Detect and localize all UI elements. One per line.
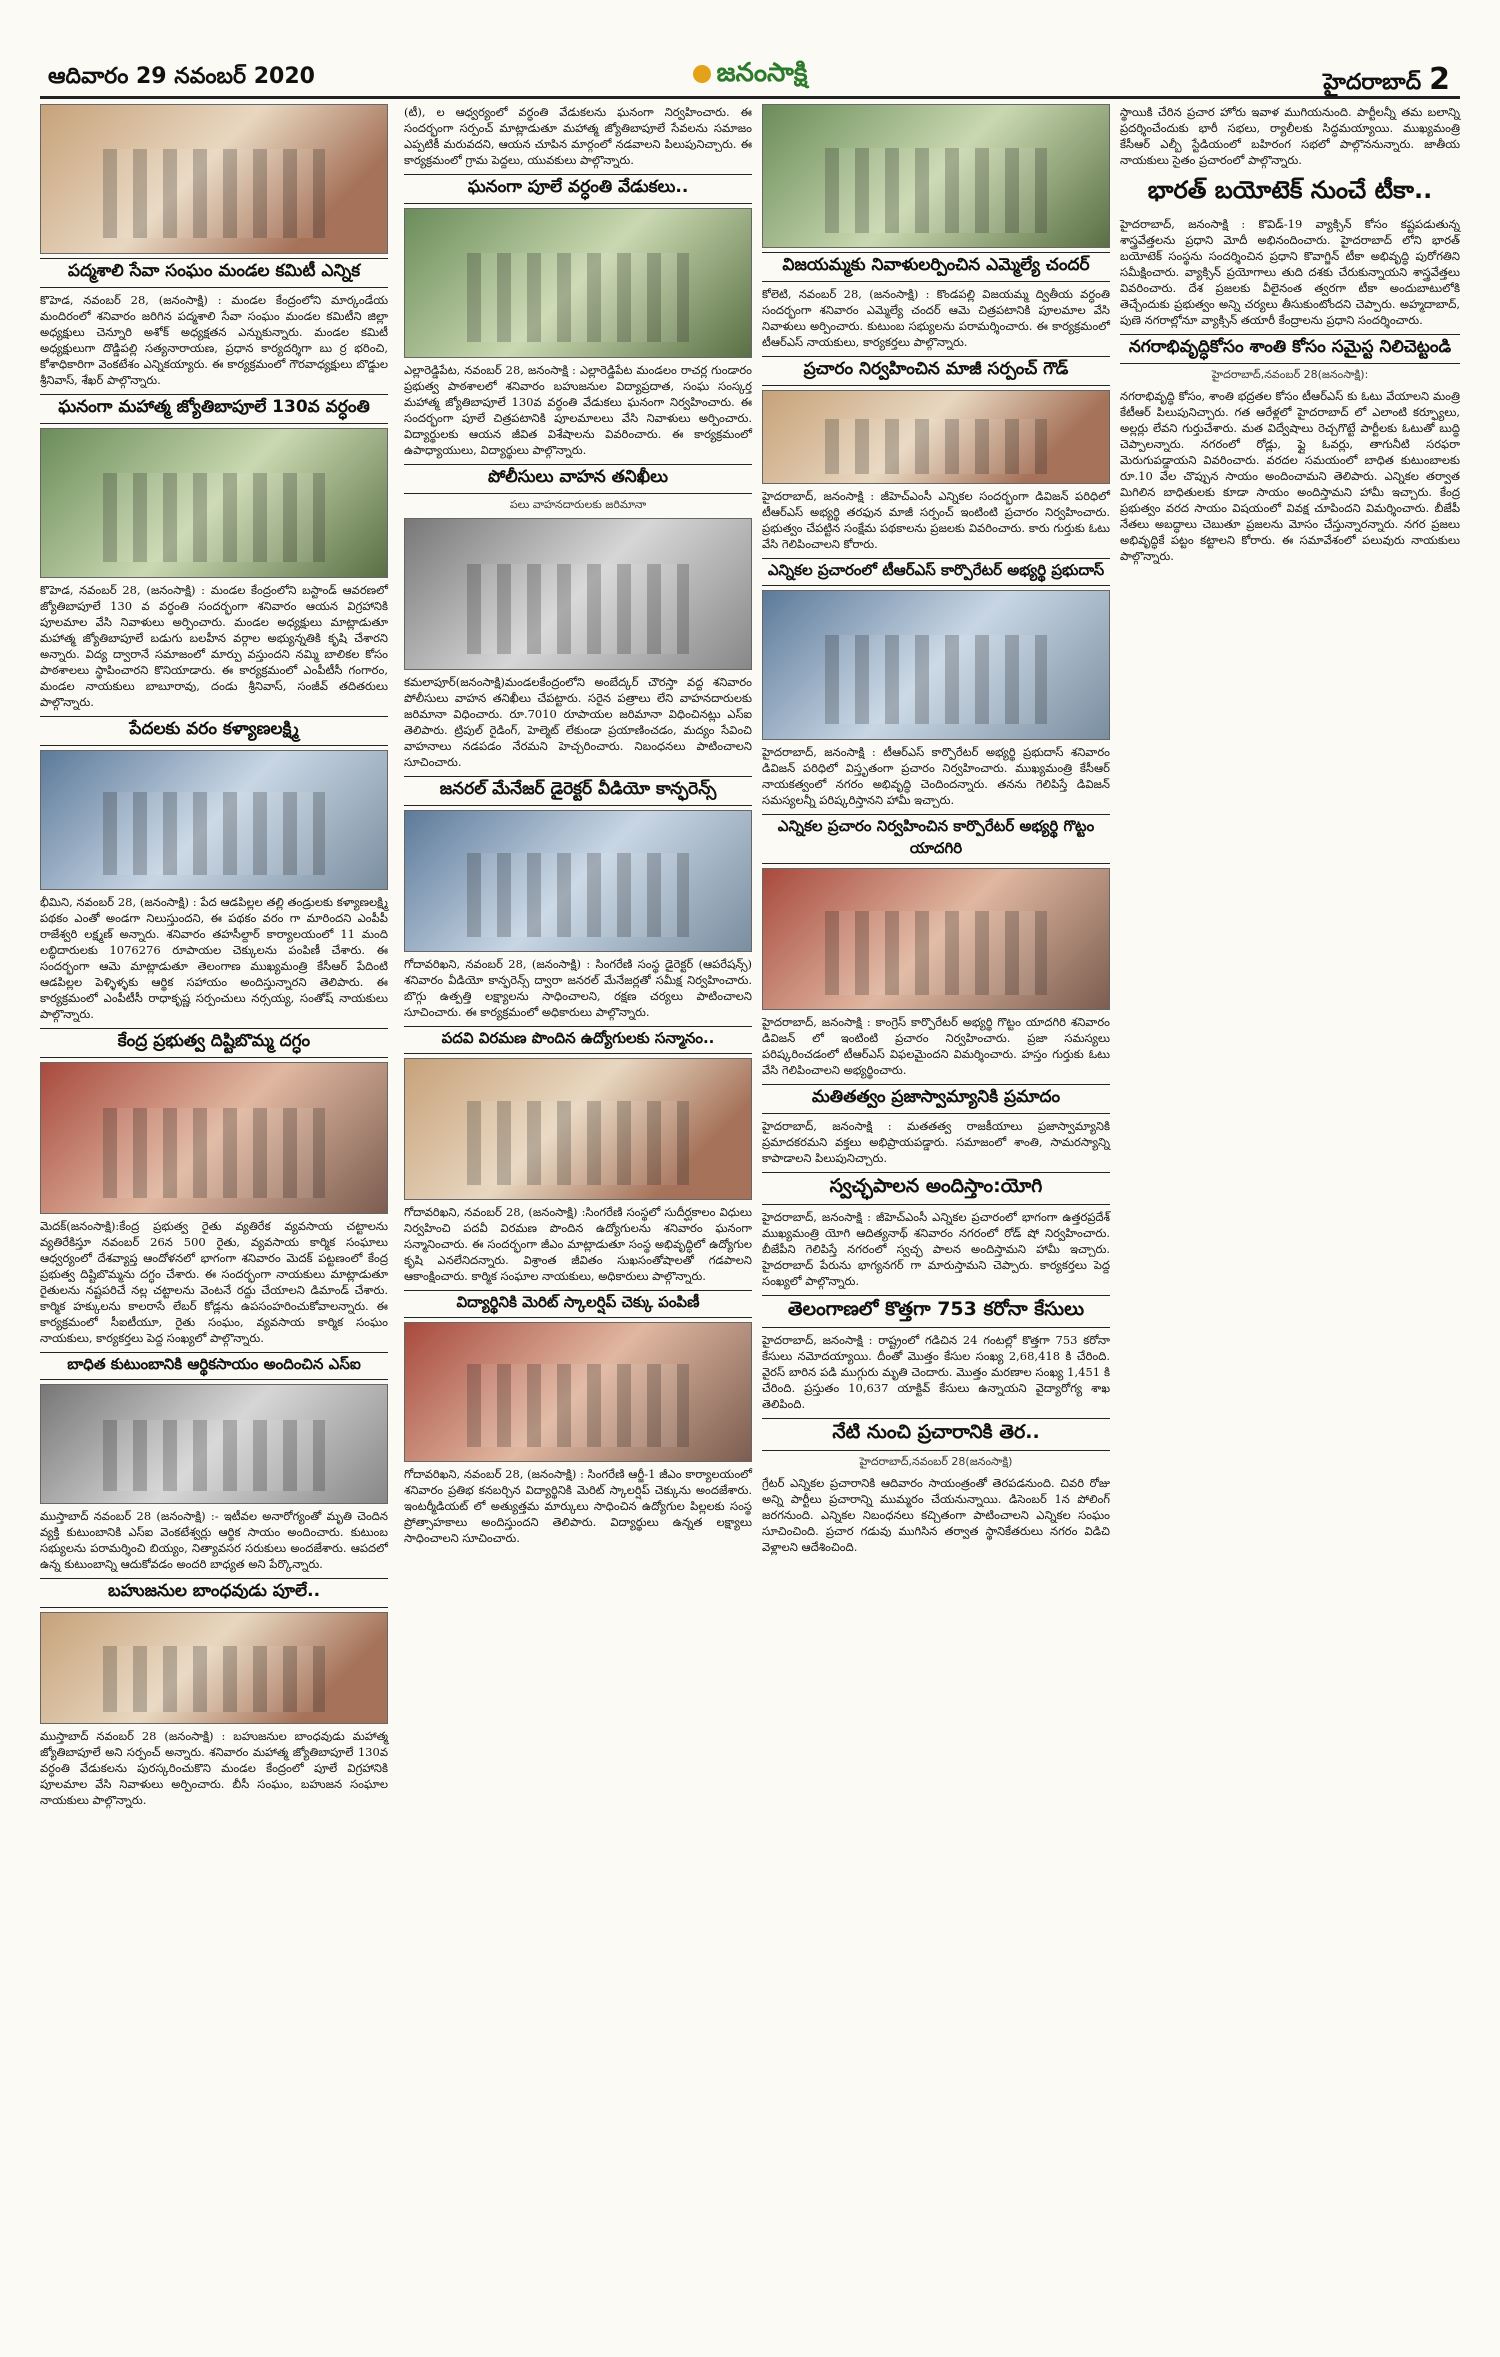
article-body: హైదరాబాద్, జనంసాక్షి : జీహెచ్ఎంసీ ఎన్నికల ప్రచారంలో భాగంగా ఉత్తరప్రదేశ్ ముఖ్యమంత్రి యోగి ఆదిత్యనాథ్ శనివారం నగరంలో రోడ్ షో నిర్వహించారు. బీజేపీని గెలిపిస్తే నగరంలో స్వచ్ఛ పాలన అందిస్తామని హామీ ఇచ్చారు. హైదరాబాద్ పేరును భాగ్యనగర్ గా మారుస్తామని చెప్పారు. కార్యకర్తలు పెద్ద సంఖ్యలో పాల్గొన్నారు. [762,1210,1110,1288]
article-body: గోదావరిఖని, నవంబర్ 28, (జనంసాక్షి) : సింగరేణి ఆర్జీ-1 జీఎం కార్యాలయంలో శనివారం ప్రతిభ కనబర్చిన విద్యార్థినికి మెరిట్ స్కాలర్షిప్ చెక్కును అందజేశారు. ఇంటర్మీడియట్ లో అత్యుత్తమ మార్కులు సాధించిన ఉద్యోగుల పిల్లలకు సంస్థ ప్రోత్సాహకాలు అందిస్తుందని తెలిపారు. విద్యార్థులు ఉన్నత లక్ష్యాలు సాధించాలని సూచించారు. [404,1467,752,1545]
article-body: ముస్తాబాద్ నవంబర్ 28 (జనంసాక్షి) : బహుజనుల బాంధవుడు మహాత్మ జ్యోతిబాపూలే అని సర్పంచ్ అన్నారు. శనివారం మహాత్మ జ్యోతిబాపూలే 130వ వర్ధంతి వేడుకలను పురస్కరించుకొని మండల కేంద్రంలో పూలే విగ్రహానికి పూలమాల వేసి నివాళులు అర్పించారు. బీసీ సంఘం, బహుజన సంఘాల నాయకులు పాల్గొన్నారు. [40,1729,388,1807]
headline: పోలీసులు వాహన తనిఖీలు [404,464,752,494]
article-body: హైదరాబాద్, జనంసాక్షి : టీఆర్ఎస్ కార్పొరేటర్ అభ్యర్థి ప్రభుదాస్ శనివారం డివిజన్ పరిధిలో విస్తృతంగా ప్రచారం నిర్వహించారు. ముఖ్యమంత్రి కేసీఆర్ నాయకత్వంలో నగరం అభివృద్ధి చెందిందన్నారు. తనను గెలిపిస్తే డివిజన్ సమస్యలన్నీ పరిష్కరిస్తానని హామీ ఇచ్చారు. [762,745,1110,807]
headline: ప్రచారం నిర్వహించిన మాజీ సర్పంచ్ గౌడ్ [762,356,1110,386]
news-photo [404,810,752,952]
news-photo [762,104,1110,248]
news-photo [40,1062,388,1214]
news-photo [40,750,388,890]
headline: విజయమ్మకు నివాళులర్పించిన ఎమ్మెల్యే చందర్ [762,252,1110,282]
headline: పద్మశాలి సేవా సంఘం మండల కమిటీ ఎన్నిక [40,258,388,288]
column-2 [404,104,752,1552]
article-body: కోలెటి, నవంబర్ 28, (జనంసాక్షి) : కొండపల్లి విజయమ్మ ద్వితీయ వర్ధంతి సందర్భంగా శనివారం ఎమ్మెల్యే చందర్ ఆమె చిత్రపటానికి పూలమాల వేసి నివాళులు అర్పించారు. కుటుంబ సభ్యులను పరామర్శించారు. ఈ కార్యక్రమంలో టీఆర్ఎస్ నాయకులు, కార్యకర్తలు పాల్గొన్నారు. [762,287,1110,349]
headline: నగరాభివృద్ధికోసం శాంతి కోసం సమైస్ట నిలిచెట్టండి [1120,334,1460,364]
article-body: కొహెడ, నవంబర్ 28, (జనంసాక్షి) : మండల కేంద్రంలోని బస్టాండ్ ఆవరణలో జ్యోతిబాపూలే 130 వ వర్ధంతి సందర్భంగా శనివారం ఆయన విగ్రహానికి పూలమాల వేసి నివాళులు అర్పించారు. మండల అధ్యక్షులు మాట్లాడుతూ మహాత్మ జ్యోతిబాపూలే బడుగు బలహీన వర్గాల అభ్యున్నతికి కృషి చేశారని అన్నారు. విద్య ద్వారానే సమాజంలో మార్పు వస్తుందని నమ్మి బాలికల కోసం పాఠశాలలు స్థాపించారని కొనియాడారు. ఈ కార్యక్రమంలో ఎంపీటీసీ గంగారం, మండల నాయకులు బాబూరావు, దండు శ్రీనివాస్, సంజీవ్ తదితరులు పాల్గొన్నారు. [40,583,388,709]
masthead [40,58,1460,99]
headline: జనరల్ మేనేజర్ డైరెక్టర్ వీడియో కాన్ఫరెన్స్ [404,776,752,806]
headline: ఎన్నికల ప్రచారం నిర్వహించిన కార్పొరేటర్ అభ్యర్థి గొట్టం యాదగిరి [762,814,1110,864]
logo-icon [693,65,711,83]
news-photo [404,518,752,670]
news-photo [404,208,752,358]
column-1 [40,104,388,1814]
dateline: హైదరాబాద్,నవంబర్ 28(జనంసాక్షి) [859,1455,1013,1468]
article-body: స్థాయికి చేరిన ప్రచార హోరు ఇవాళ ముగియనుంది. పార్టీలన్నీ తమ బలాన్ని ప్రదర్శించేందుకు భారీ సభలు, ర్యాలీలకు సిద్ధమయ్యాయి. ముఖ్యమంత్రి కేసీఆర్ ఎల్బీ స్టేడియంలో బహిరంగ సభలో పాల్గొననున్నారు. జాతీయ నాయకులు సైతం ప్రచారంలో పాల్గొన్నారు. [1120,105,1460,167]
article-body: హైదరాబాద్, జనంసాక్షి : రాష్ట్రంలో గడిచిన 24 గంటల్లో కొత్తగా 753 కరోనా కేసులు నమోదయ్యాయి. దీంతో మొత్తం కేసుల సంఖ్య 2,68,418 కి చేరింది. వైరస్ బారిన పడి ముగ్గురు మృతి చెందారు. మొత్తం మరణాల సంఖ్య 1,451 కి చేరింది. ప్రస్తుతం 10,637 యాక్టివ్ కేసులు ఉన్నాయని వైద్యారోగ్య శాఖ తెలిపింది. [762,1333,1110,1411]
headline: ఘనంగా మహాత్మ జ్యోతిబాపూలే 130వ వర్ధంతి [40,394,388,424]
news-photo [40,1384,388,1504]
article-body: కమలాపూర్(జనంసాక్షి)మండలకేంద్రంలోని అంబేద్కర్ చౌరస్తా వద్ద శనివారం పోలీసులు వాహన తనిఖీలు చేపట్టారు. సరైన పత్రాలు లేని వాహనదారులకు జరిమానా విధించారు. రూ.7010 రూపాయల జరిమానా విధించినట్లు ఎస్ఐ తెలిపారు. ట్రిపుల్ రైడింగ్, హెల్మెట్ లేకుండా ప్రయాణించడం, మద్యం సేవించి వాహనాలు నడపడం నేరమని హెచ్చరించారు. నిబంధనలు పాటించాలని సూచించారు. [404,675,752,769]
article-body: హైదరాబాద్, జనంసాక్షి : కొవిడ్-19 వ్యాక్సిన్ కోసం కష్టపడుతున్న శాస్త్రవేత్తలను ప్రధాని మోదీ అభినందించారు. హైదరాబాద్ లోని భారత్ బయోటెక్ సంస్థను సందర్శించిన ప్రధాని కొవాగ్జిన్ టీకా అభివృద్ధి పురోగతిని సమీక్షించారు. వ్యాక్సిన్ ప్రయోగాలు తుది దశకు చేరుకున్నాయని శాస్త్రవేత్తలు వివరించారు. దేశ ప్రజలకు వీలైనంత త్వరగా టీకా అందుబాటులోకి తెచ్చేందుకు ప్రభుత్వం అన్ని చర్యలు తీసుకుంటోందని చెప్పారు. అహ్మదాబాద్, పుణె నగరాల్లోనూ వ్యాక్సిన్ తయారీ కేంద్రాలను ప్రధాని సందర్శించారు. [1120,217,1460,327]
edition-info [1323,62,1450,100]
column-4 [1120,104,1460,570]
article-body: మెదక్(జనంసాక్షి):కేంద్ర ప్రభుత్వ రైతు వ్యతిరేక వ్యవసాయ చట్టాలను వ్యతిరేకిస్తూ నవంబర్ 26న 500 రైతు, వ్యవసాయ కార్మిక సంఘాలు ఆధ్వర్యంలో దేశవ్యాప్త ఆందోళనలో భాగంగా శనివారం మెదక్ పట్టణంలో కేంద్ర ప్రభుత్వ దిష్టిబొమ్మను దగ్ధం చేశారు. ఈ సందర్భంగా నాయకులు మాట్లాడుతూ రైతులను నష్టపరిచే నల్ల చట్టాలను వెంటనే రద్దు చేయాలని డిమాండ్ చేశారు. కార్మిక హక్కులను కాలరాసే లేబర్ కోడ్లను ఉపసంహరించుకోవాలన్నారు. ఈ కార్యక్రమంలో సీఐటీయూ, రైతు సంఘం, వ్యవసాయ కార్మిక సంఘం నాయకులు, కార్యకర్తలు పెద్ద సంఖ్యలో పాల్గొన్నారు. [40,1219,388,1345]
headline: బాధిత కుటుంబానికి ఆర్థికసాయం అందించిన ఎస్ఐ [40,1352,388,1380]
article-body: హైదరాబాద్, జనంసాక్షి : మతతత్వ రాజకీయాలు ప్రజాస్వామ్యానికి ప్రమాదకరమని వక్తలు అభిప్రాయపడ్డారు. సమాజంలో శాంతి, సామరస్యాన్ని కాపాడాలని పిలుపునిచ్చారు. [762,1119,1110,1165]
headline: బహుజనుల బాంధవుడు పూలే.. [40,1578,388,1608]
news-photo [40,428,388,578]
headline: కేంద్ర ప్రభుత్వ దిష్టిబొమ్మ దగ్ధం [40,1028,388,1058]
headline: పేదలకు వరం కళ్యాణలక్ష్మి [40,716,388,746]
paper-logo [40,58,1460,94]
article-body: నగరాభివృద్ధి కోసం, శాంతి భద్రతల కోసం టీఆర్ఎస్ కు ఓటు వేయాలని మంత్రి కేటీఆర్ పిలుపునిచ్చారు. గత ఆరేళ్లలో హైదరాబాద్ లో ఎలాంటి కర్ఫ్యూలు, అల్లర్లు లేవని గుర్తుచేశారు. మత విద్వేషాలు రెచ్చగొట్టే పార్టీలకు ఓటుతో బుద్ధి చెప్పాలన్నారు. నగరంలో రోడ్లు, ఫ్లై ఓవర్లు, తాగునీటి సరఫరా మెరుగుపడ్డాయని వివరించారు. వరదల సమయంలో బాధిత కుటుంబాలకు రూ.10 వేల చొప్పున సాయం అందించామని తెలిపారు. ఎన్నికల తర్వాత మిగిలిన బాధితులకు కూడా సాయం అందిస్తామని హామీ ఇచ్చారు. కేంద్ర ప్రభుత్వం వరద సాయం విషయంలో వివక్ష చూపిందని విమర్శించారు. బీజేపీ నేతలు అబద్ధాలు చెబుతూ ప్రజలను మోసం చేస్తున్నారన్నారు. నగర ప్రజలు అభివృద్ధికే పట్టం కట్టాలని కోరారు. ఈ సమావేశంలో పలువురు నాయకులు పాల్గొన్నారు. [1120,389,1460,563]
article-body: ఎల్లారెడ్డిపేట, నవంబర్ 28, జనంసాక్షి : ఎల్లారెడ్డిపేట మండలం రాచర్ల గుండారం ప్రభుత్వ పాఠశాలలో శనివారం బహుజనుల విద్యాప్రదాత, సంఘ సంస్కర్త మహాత్మ జ్యోతిబాపూలే 130వ వర్ధంతి వేడుకలు ఘనంగా నిర్వహించారు. ఈ సందర్భంగా పూలే చిత్రపటానికి పూలమాలలు వేసి నివాళులు అర్పించారు. విద్యార్థులకు ఆయన జీవిత విశేషాలను వివరించారు. ఈ కార్యక్రమంలో ఉపాధ్యాయులు, విద్యార్థులు పాల్గొన్నారు. [404,363,752,457]
news-photo [762,590,1110,740]
news-photo [40,104,388,254]
article-body: (టీ), ల ఆధ్వర్యంలో వర్ధంతి వేడుకలను ఘనంగా నిర్వహించారు. ఈ సందర్భంగా సర్పంచ్ మాట్లాడుతూ మహాత్మ జ్యోతిబాపూలే సేవలను సమాజం ఎప్పటికీ మరువదని, ఆయన చూపిన మార్గంలో నడవాలని పిలుపునిచ్చారు. ఈ కార్యక్రమంలో గ్రామ పెద్దలు, యువకులు పాల్గొన్నారు. [404,105,752,167]
headline: ఘనంగా పూలే వర్ధంతి వేడుకలు.. [404,174,752,204]
article-body: హైదరాబాద్, జనంసాక్షి : జీహెచ్ఎంసీ ఎన్నికల సందర్భంగా డివిజన్ పరిధిలో టీఆర్ఎస్ అభ్యర్థి తరఫున మాజీ సర్పంచ్ ఇంటింటి ప్రచారం నిర్వహించారు. ప్రభుత్వం చేపట్టిన సంక్షేమ పథకాలను ప్రజలకు వివరించారు. కారు గుర్తుకు ఓటు వేసి గెలిపించాలని కోరారు. [762,489,1110,551]
headline: నేటి నుంచి ప్రచారానికి తెర.. [762,1418,1110,1451]
page-number: 2 [1429,62,1450,97]
news-photo [404,1058,752,1200]
headline: స్వచ్ఛపాలన అందిస్తాం:యోగి [762,1172,1110,1205]
issue-date: ఆదివారం 29 నవంబర్ 2020 [48,64,315,89]
news-photo [762,390,1110,484]
subheadline: పలు వాహనదారులకు జరిమానా [509,498,647,511]
article-body: కొహెడ, నవంబర్ 28, (జనంసాక్షి) : మండల కేంద్రంలోని మార్కండేయ మందిరంలో శనివారం జరిగిన పద్మశాలి సేవా సంఘం మండల కమిటీని జిల్లా అధ్యక్షులు చెన్నూరి అశోక్ అధ్యక్షతన ఎన్నుకున్నారు. మండల కమిటీ అధ్యక్షులుగా దొడ్డిపల్లి సత్యనారాయణ, ప్రధాన కార్యదర్శిగా బు ర్ర భరించి, కోశాధికారిగా వెంకటేశం ఎన్నికయ్యారు. ఈ కార్యక్రమంలో గౌరవాధ్యక్షులు బొడ్డుల శ్రీనివాస్, శేఖర్ పాల్గొన్నారు. [40,293,388,387]
news-photo [404,1322,752,1462]
headline: తెలంగాణలో కొత్తగా 753 కరోనా కేసులు [762,1295,1110,1328]
headline: విద్యార్థినికి మెరిట్ స్కాలర్షిప్ చెక్కు పంపిణీ [404,1290,752,1318]
city-name: హైదరాబాద్ [1323,70,1422,95]
paper-name: జనంసాక్షి [716,58,808,88]
article-body: ముస్తాబాద్ నవంబర్ 28 (జనంసాక్షి) :- ఇటీవల అనారోగ్యంతో మృతి చెందిన వ్యక్తి కుటుంబానికి ఎస్ఐ వెంకటేశ్వర్లు ఆర్థిక సాయం అందించారు. కుటుంబ సభ్యులను పరామర్శించి బియ్యం, నిత్యావసర సరుకులు అందజేశారు. ఆపదలో ఉన్న కుటుంబాన్ని ఆదుకోవడం అందరి బాధ్యత అని పేర్కొన్నారు. [40,1509,388,1571]
column-3 [762,104,1110,1561]
headline: మతితత్వం ప్రజాస్వామ్యానికి ప్రమాదం [762,1084,1110,1114]
article-body: గోదావరిఖని, నవంబర్ 28, (జనంసాక్షి) : సింగరేణి సంస్థ డైరెక్టర్ (ఆపరేషన్స్) శనివారం వీడియో కాన్ఫరెన్స్ ద్వారా జనరల్ మేనేజర్లతో సమీక్ష నిర్వహించారు. బొగ్గు ఉత్పత్తి లక్ష్యాలను సాధించాలని, రక్షణ చర్యలు పాటించాలని సూచించారు. ఈ కార్యక్రమంలో అధికారులు పాల్గొన్నారు. [404,957,752,1019]
article-body: గోదావరిఖని, నవంబర్ 28, (జనంసాక్షి) :సింగరేణి సంస్థలో సుదీర్ఘకాలం విధులు నిర్వహించి పదవీ విరమణ పొందిన ఉద్యోగులను శనివారం ఘనంగా సన్మానించారు. ఈ సందర్భంగా జీఎం మాట్లాడుతూ సంస్థ అభివృద్ధిలో ఉద్యోగుల కృషి ఎనలేనిదన్నారు. విశ్రాంత జీవితం సుఖసంతోషాలతో గడపాలని ఆకాంక్షించారు. కార్మిక సంఘాల నాయకులు, అధికారులు పాల్గొన్నారు. [404,1205,752,1283]
article-body: గ్రేటర్ ఎన్నికల ప్రచారానికి ఆదివారం సాయంత్రంతో తెరపడనుంది. చివరి రోజు అన్ని పార్టీలు ప్రచారాన్ని ముమ్మరం చేయనున్నాయి. డిసెంబర్ 1న పోలింగ్ జరగనుంది. ఎన్నికల నిబంధనలు కచ్చితంగా పాటించాలని ఎన్నికల సంఘం సూచించింది. ప్రచార గడువు ముగిసిన తర్వాత స్థానికేతరులు నగరం విడిచి వెళ్లాలని ఆదేశించింది. [762,1476,1110,1554]
article-body: హైదరాబాద్, జనంసాక్షి : కాంగ్రెస్ కార్పొరేటర్ అభ్యర్థి గొట్టం యాదగిరి శనివారం డివిజన్ లో ఇంటింటి ప్రచారం నిర్వహించారు. ప్రజా సమస్యలు పరిష్కరించడంలో టీఆర్ఎస్ విఫలమైందని విమర్శించారు. హస్తం గుర్తుకు ఓటు వేసి గెలిపించాలని అభ్యర్థించారు. [762,1015,1110,1077]
dateline: హైదరాబాద్,నవంబర్ 28(జనంసాక్షి): [1211,368,1369,381]
headline: పదవి విరమణ పొందిన ఉద్యోగులకు సన్మానం.. [404,1026,752,1054]
article-body: భీమిని, నవంబర్ 28, (జనంసాక్షి) : పేద ఆడపిల్లల తల్లి తండ్రులకు కళ్యాణలక్ష్మి పథకం ఎంతో అండగా నిలుస్తుందని, ఈ పథకం వరం గా మారిందని ఎంపీపీ రాజేశ్వరి లక్ష్మణ్ అన్నారు. శనివారం తహసీల్దార్ కార్యాలయంలో 11 మంది లబ్ధిదారులకు 1076276 రూపాయల చెక్కులను పంపిణీ చేశారు. ఈ సందర్భంగా ఆమె మాట్లాడుతూ తెలంగాణ ముఖ్యమంత్రి కేసీఆర్ పేదింటి ఆడపిల్లల పెళ్ళిళ్ళకు ఆర్థిక సహాయం అందిస్తున్నారని తెలిపారు. ఈ కార్యక్రమంలో ఎంపీటీసీ రాధాకృష్ణ సర్పంచులు నర్సయ్య, సంతోష్ నాయకులు పాల్గొన్నారు. [40,895,388,1021]
news-photo [40,1612,388,1724]
headline: ఎన్నికల ప్రచారంలో టీఆర్ఎస్ కార్పొరేటర్ అభ్యర్థి ప్రభుదాస్ [762,558,1110,586]
headline: భారత్ బయోటెక్ నుంచే టీకా.. [1147,176,1433,204]
news-photo [762,868,1110,1010]
